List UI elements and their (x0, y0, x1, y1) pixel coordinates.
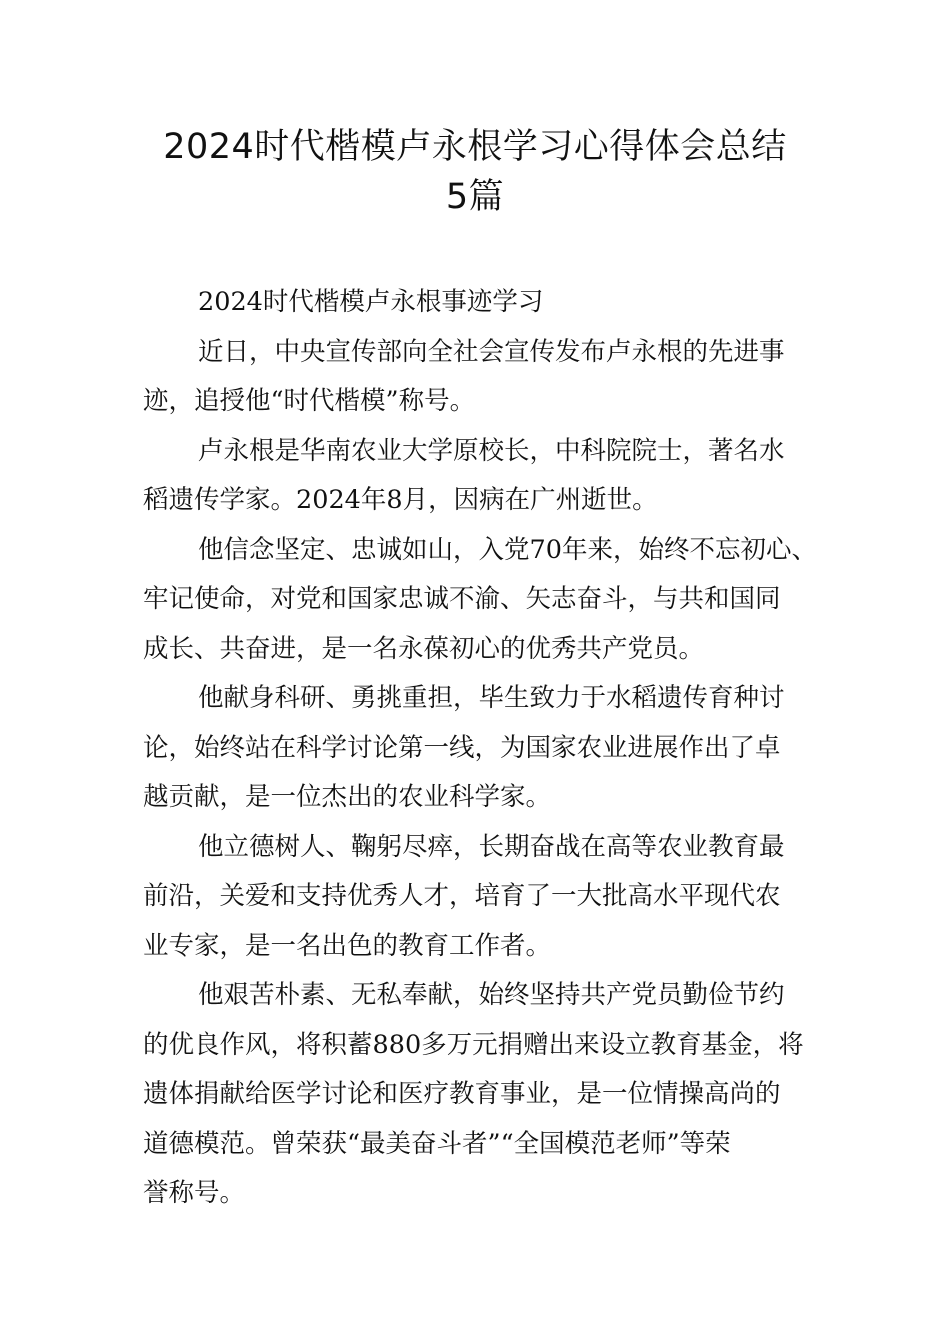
text-line: 卢永根是华南农业大学原校长，中科院院士，著名水 (198, 435, 785, 466)
paragraph (143, 971, 815, 1219)
text-line: 稻遗传学家。2024年8月，因病在广州逝世。 (143, 485, 658, 515)
text-line: 他立德树人、鞠躬尽瘁，长期奋战在高等农业教育最 (198, 831, 785, 862)
text-line: 论，始终站在科学讨论第一线，为国家农业进展作出了卓 (143, 732, 781, 763)
text-line: 成长、共奋进，是一名永葆初心的优秀共产党员。 (143, 633, 705, 664)
text-line: 誉称号。 (143, 1178, 246, 1208)
text-line: 2024时代楷模卢永根事迹学习 (198, 287, 544, 317)
text-line: 遗体捐献给医学讨论和医疗教育事业，是一位情操高尚的 (143, 1079, 781, 1109)
paragraph (143, 823, 815, 972)
text-line: 业专家，是一名出色的教育工作者。 (143, 930, 552, 961)
paragraph (143, 427, 815, 526)
text-line: 的优良作风，将积蓄880多万元捐赠出来设立教育基金，将 (143, 1029, 804, 1060)
paragraph (143, 674, 815, 823)
section-heading (143, 278, 815, 328)
text-line: 近日，中央宣传部向全社会宣传发布卢永根的先进事 (198, 336, 785, 367)
text-line: 前沿，关爱和支持优秀人才，培育了一大批高水平现代农 (143, 881, 781, 911)
document-body (143, 278, 815, 1219)
text-line: 道德模范。曾荣获“最美奋斗者”“全国模范老师”等荣 (143, 1128, 731, 1159)
paragraph (143, 328, 815, 427)
text-line: 牢记使命，对党和国家忠诚不渝、矢志奋斗，与共和国同 (143, 584, 781, 614)
text-line: 他信念坚定、忠诚如山，入党70年来，始终不忘初心、 (198, 534, 817, 565)
title-line: 5篇 (445, 177, 505, 217)
title-line: 2024时代楷模卢永根学习心得体会总结 (163, 127, 787, 167)
text-line: 迹，追授他“时代楷模”称号。 (143, 386, 476, 416)
text-line: 他献身科研、勇挑重担，毕生致力于水稻遗传育种讨 (198, 683, 785, 713)
document-title (120, 122, 830, 222)
text-line: 他艰苦朴素、无私奉献，始终坚持共产党员勤俭节约 (198, 980, 785, 1010)
text-line: 越贡献，是一位杰出的农业科学家。 (143, 782, 552, 812)
paragraph (143, 526, 815, 675)
